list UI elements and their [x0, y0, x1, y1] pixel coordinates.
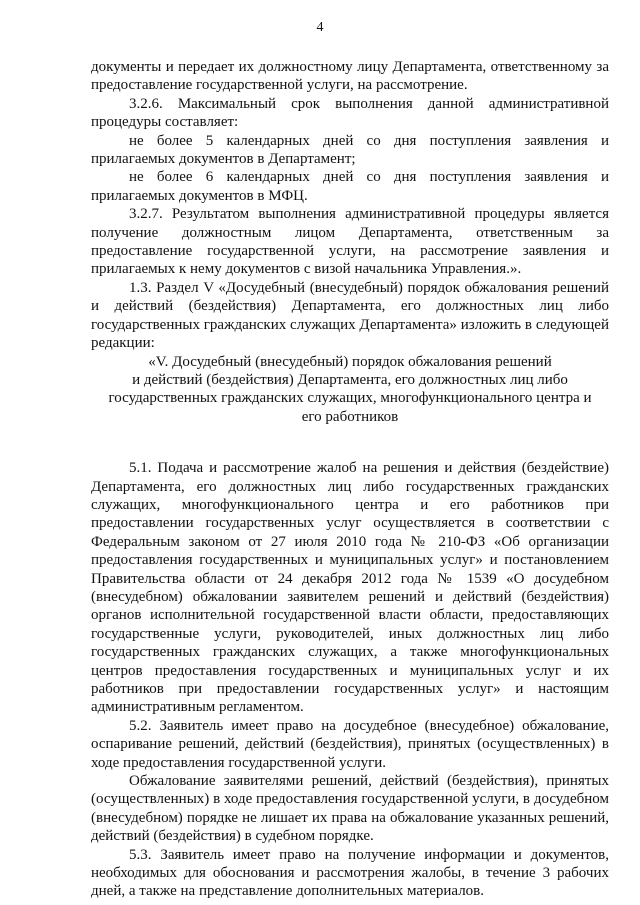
- paragraph-1-3: 1.3. Раздел V «Досудебный (внесудебный) порядок обжалования решений и действий (бездействия) Департамента, его должностных лиц либо государственных гражданских служащих Департамента» изложить в следующей редакции:: [91, 279, 609, 352]
- paragraph-term-mfc: не более 6 календарных дней со дня поступления заявления и прилагаемых документов в МФЦ.: [91, 169, 609, 204]
- section-v-heading-line-3: государственных гражданских служащих, многофункционального центра и: [108, 390, 592, 407]
- paragraph-5-2: 5.2. Заявитель имеет право на досудебное (внесудебное) обжалование, оспаривание решений, действий (бездействия), принятых (осуществленных) в ходе предоставления государственной услуги.: [91, 717, 609, 771]
- paragraph-5-3: 5.3. Заявитель имеет право на получение информации и документов, необходимых для обоснования и рассмотрения жалобы, в течение 3 рабочих дней, а также на представление дополнительных материалов.: [91, 846, 609, 900]
- section-v-heading-line-4: его работников: [301, 408, 399, 425]
- paragraph-continuation: документы и передает их должностному лицу Департамента, ответственному за предоставление государственной услуги, на рассмотрение.: [91, 59, 609, 94]
- section-v-heading-line-1: «V. Досудебный (внесудебный) порядок обжалования решений: [148, 353, 552, 370]
- paragraph-term-department: не более 5 календарных дней со дня поступления заявления и прилагаемых документов в Департамент;: [91, 132, 609, 168]
- paragraph-3-2-7: 3.2.7. Результатом выполнения административной процедуры является получение должностным лицом Департамента, ответственным за предоставление государственной услуги, на рассмотрение заявления и прилагаемых к нему документов с визой начальника Управления.».: [91, 206, 609, 278]
- paragraph-5-1: 5.1. Подача и рассмотрение жалоб на решения и действия (бездействие) Департамента, его должностных лиц либо государственных гражданских служащих, многофункционального центра и его работников при предоставлении государственных услуг осуществляется в соответствии с Федеральным законом от 27 июля 2010 года № 210-ФЗ «Об организации предоставления государственных и муниципальных услуг» и постановлением Правительства области от 24 декабря 2012 года № 1539 «О досудебном (внесудебном) обжаловании заявителем решений и действий (бездействия) органов исполнительной государственной власти области, предоставляющих государственные услуги, руководителей, иных должностных лиц либо государственных гражданских служащих, а также многофункциональных центров предоставления государственных и муниципальных услуг и их работников при предоставлении государственных услуг» и настоящим административным регламентом.: [91, 460, 609, 716]
- document-body: [91, 58, 609, 901]
- page-number: 4: [316, 20, 324, 35]
- section-v-heading-line-2: и действий (бездействия) Департамента, его должностных лиц либо: [132, 371, 568, 388]
- paragraph-5-2-appeal: Обжалование заявителями решений, действий (бездействия), принятых (осуществленных) в ходе предоставления государственной услуги, в досудебном (внесудебном) порядке не лишает их права на обжалование указанных решений, действий (бездействия) в судебном порядке.: [91, 773, 609, 845]
- paragraph-3-2-6: 3.2.6. Максимальный срок выполнения данной административной процедуры составляет:: [91, 95, 609, 131]
